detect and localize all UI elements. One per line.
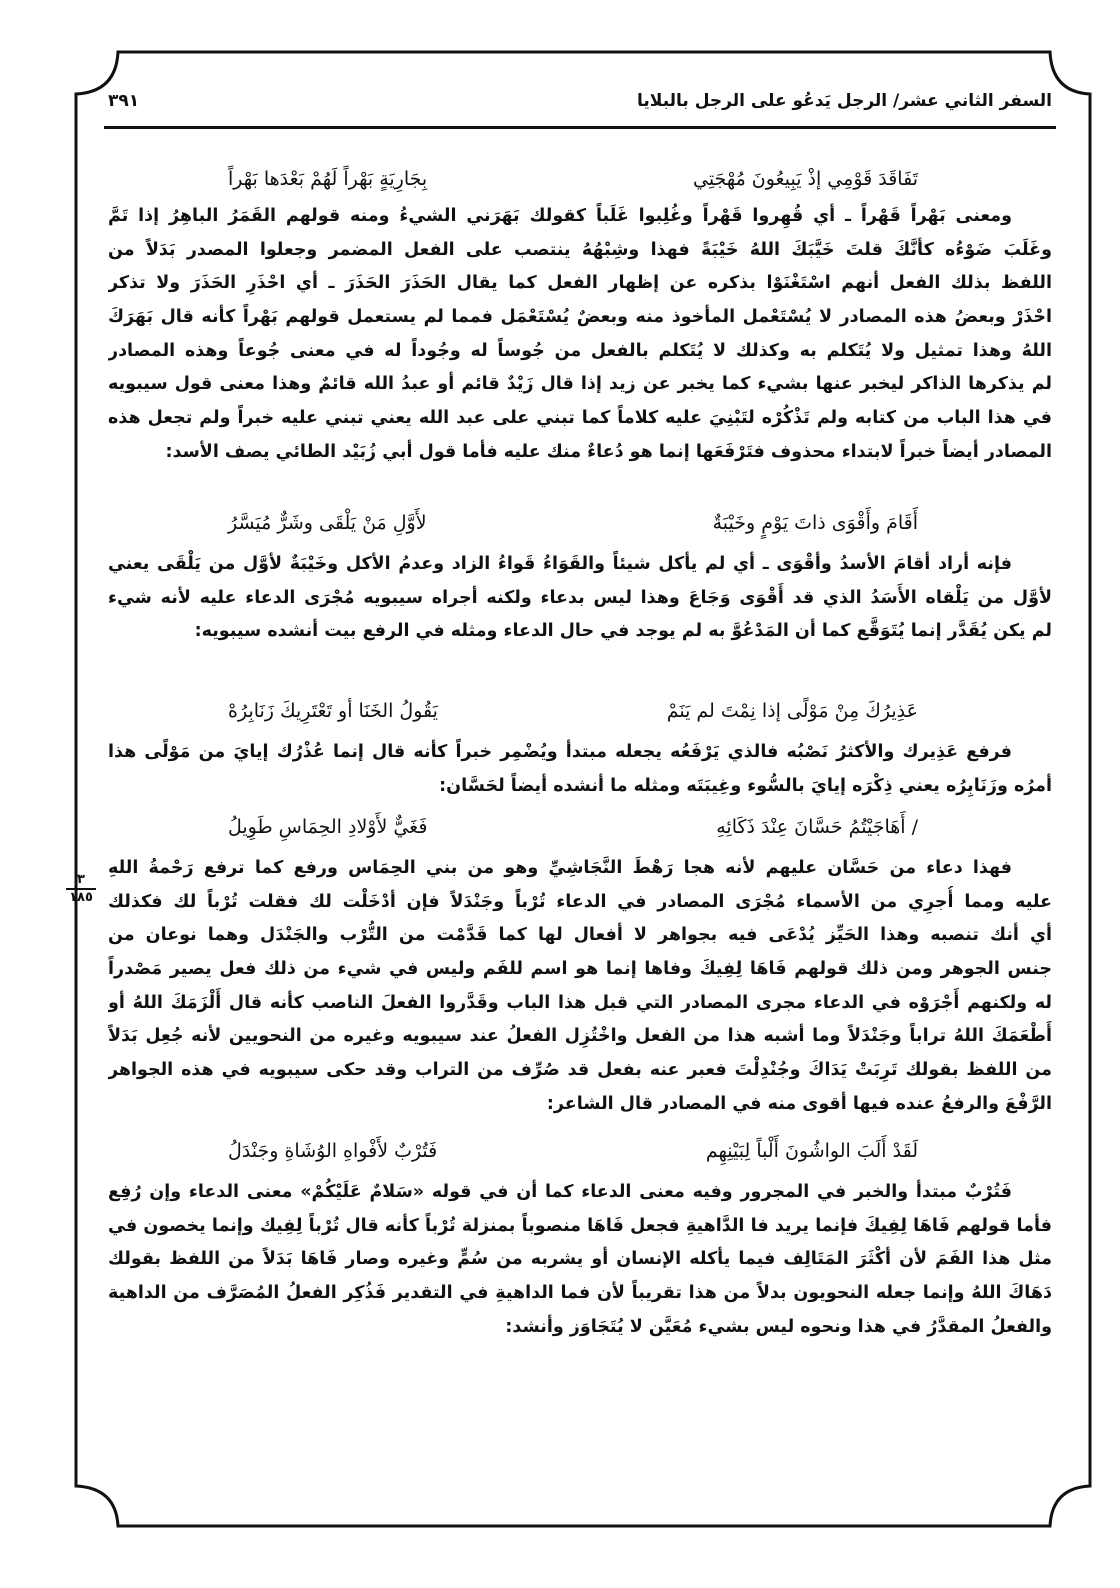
poetry-verse	[228, 694, 918, 728]
text-line: عليه ومما أُجرِي من الأسماء مُجْرَى المصادر في الدعاء تُرْباً وجَنْدَلاً فإن أدْخَلْت لك فقلت تُرْباً لك فكذلك	[108, 891, 1052, 912]
hemistich-second: فَغَيٌّ لأَوْلادِ الحِمَاسِ طَوِيلُ	[228, 816, 428, 838]
paragraph	[108, 548, 1052, 649]
poetry-verse	[228, 810, 918, 844]
text-line: اللهُ وهذا تمثيل ولا يُتَكلم به وكذلك لا يُتَكلم بالفعل من جُوساً له وجُوداً له في معنى جُوعاً وهذه المصادر	[108, 340, 1052, 361]
text-line: فَتُرْبٌ مبتدأ والخبر في المجرور وفيه معنى الدعاء كما أن في قوله «سَلامٌ عَلَيْكُمْ» معنى الدعاء وإن رُفِع	[108, 1182, 1012, 1202]
paragraph	[108, 1176, 1052, 1344]
margin-note-top: ٣	[77, 872, 85, 887]
text-line: والفعلُ المقدَّرُ في هذا ونحوه ليس بشيء مُعَيَّن لا يُتَجَاوَز وأنشد:	[505, 1316, 1052, 1337]
text-line: جنس الجوهر ومن ذلك قولهم فَاهَا لِفِيكَ وفاها إنما هو اسم للفَم وليس في شيء من ذلك فعل يصير مَصْدراً	[108, 959, 1052, 980]
text-line: أي أنك تنصبه وهذا الحَيِّز يُدْعَى فيه بجواهر لا أفعال لها كما قَدَّمْت من التُّرْب والجَنْدَل وهما نوعان من	[108, 925, 1052, 946]
text-line: أَطْعَمَكَ اللهُ تراباً وجَنْدَلاً وما أشبه هذا من الفعل واخْتُزِل الفعلُ عند سيبويه وغيره من النحويين لأنه جُعِل بَدَلاً	[108, 1026, 1052, 1047]
hemistich-second: يَقُولُ الخَنَا أو تَعْتَرِيكَ زَنَابِرُهْ	[228, 700, 438, 722]
hemistich-first: / أَهَاجَيْتُمُ حَسَّانَ عِنْدَ ذَكَائِهِ	[716, 816, 918, 838]
text-line: في هذا الباب من كتابه ولم تَذْكُرْه لتَبْنِيَ عليه كلاماً كما تبني على عبد الله يعني تبني عليه خبراً ولم تجعل هذه	[108, 408, 1052, 429]
margin-note	[66, 873, 96, 905]
text-line: فأما قولهم فَاهَا لِفِيكَ فإنما يريد فا الدَّاهيةِ فجعل فَاهَا منصوباً بمنزلة تُرْباً كأنه قال تُرْباً لِفِيك وإنما يخصون في	[108, 1215, 1052, 1236]
text-line: لم يكن يُقَدَّر إنما يُتَوَقَّع كما أن المَدْعُوَّ به لم يوجد في حال الدعاء ومثله في الرفع بيت أنشده سيبويه:	[194, 621, 1052, 642]
text-line: لم يذكرها الذاكر ليخبر عنها بشيء كما يخبر عن زيد إذا قال زَيْدٌ قائم أو عبدُ الله قائمٌ وهذا معنى قول سيبويه	[108, 374, 1052, 395]
hemistich-first: أَقَامَ وأَقْوَى ذاتَ يَوْمٍ وخَيْبَةٌ	[712, 512, 918, 534]
text-line: لأوَّل من يَلْقاه الأَسَدُ الذي قد أَقْوَى وَجَاعَ وهذا ليس بدعاء ولكنه أجراه سيبويه مُجْرَى الدعاء عليه لأنه شيء	[108, 587, 1052, 608]
text-line: فإنه أراد أقامَ الأسدُ وأقْوَى ـ أي لم يأكل شيئاً والقَوَاءُ قَواءُ الزاد وعدمُ الأكل وخَيْبَةٌ لأوَّل من يَلْقَى يعني	[108, 554, 1012, 574]
paragraph	[108, 736, 1052, 803]
text-line: من اللفظ بقولك تَرِبَتْ يَدَاكَ وجُنْدِلْتَ فعبر عنه بفعل قد صُرِّف من التراب وقد حكى سيبويه في هذه الجواهر	[108, 1060, 1052, 1081]
hemistich-second: لأَوَّلِ مَنْ يَلْقَى وشَرٌّ مُيَسَّرُ	[228, 512, 427, 534]
poetry-verse	[228, 1134, 918, 1168]
page-number: ٣٩١	[108, 91, 140, 111]
header-rule	[104, 126, 1056, 129]
text-line: مثل هذا الفَمَ لأن أكْثَرَ المَتَالِف فيما يأكله الإنسان أو يشربه من سُمٍّ وغيره وصار فَاهَا بَدَلاً من اللفظ بقولك	[108, 1249, 1052, 1270]
text-line: ومعنى بَهْراً قَهْراً ـ أي قُهِروا قَهْراً وغُلِبوا غَلَباً كقولك بَهَرَني الشيءُ ومنه قولهم القَمَرُ الباهِرُ إذا تَمَّ	[108, 206, 1012, 226]
running-title: السفر الثاني عشر/ الرجل يَدعُو على الرجل بالبلايا	[637, 91, 1052, 111]
paragraph	[108, 200, 1052, 470]
hemistich-second: فَتُرْبٌ لأَفْواهِ الوُشَاةِ وجَنْدَلُ	[228, 1140, 438, 1162]
paragraph	[108, 852, 1052, 1122]
text-line: وغَلَبَ ضَوْءُه كأنَّكَ قلتَ خَيَّبَكَ اللهُ خَيْبَةً فهذا وشِبْهُهُ ينتصب على الفعل المضمر وجعلوا المصدر بَدَلاً من	[108, 239, 1052, 260]
running-header	[108, 86, 1052, 116]
hemistich-first: عَذِيرُكَ مِنْ مَوْلًى إذا نِمْتَ لم يَنَمْ	[666, 700, 918, 722]
text-line: له ولكنهم أَجْرَوْه في الدعاء مجرى المصادر التي قبل هذا الباب وقَدَّروا الفعلَ الناصب كأنه قال أَلْزَمَكَ اللهُ أو	[108, 992, 1052, 1013]
poetry-verse	[228, 162, 918, 196]
text-line: الرَّفْعَ والرفعُ عنده فيها أقوى منه في المصادر قال الشاعر:	[546, 1093, 1052, 1114]
hemistich-first: تَفَاقَدَ قَوْمِي إذْ يَبِيعُونَ مُهْجَتِي	[692, 168, 918, 190]
hemistich-second: بِجَارِيَةٍ بَهْراً لَهُمْ بَعْدَها بَهْراً	[228, 168, 428, 190]
text-line: المصادر أيضاً خبراً لابتداء محذوف فتَرْفَعَها إنما هو دُعاءٌ منك عليه فأما قول أبي زُبَيْد الطائي يصف الأسد:	[165, 441, 1052, 462]
text-line: فهذا دعاء من حَسَّان عليهم لأنه هجا رَهْطَ النَّجَاشِيِّ وهو من بني الحِمَاس ورفع كما ترفع رَحْمةُ اللهِ	[108, 858, 1012, 878]
text-line: دَهَاكَ اللهُ وإنما جعله النحويون بدلاً من هذا تقريباً لأن فما الداهيةِ في التقدير فَذُكِر الفعلُ المُصَرَّف من الداهية	[108, 1283, 1052, 1304]
poetry-verse	[228, 506, 918, 540]
text-line: فرفع عَذِيرك والأكثرُ نَصْبُه فالذي يَرْفَعُه يجعله مبتدأ ويُضْمِر خبراً كأنه قال إنما عُذْرُك إيايَ من مَوْلًى هذا	[108, 742, 1012, 762]
hemistich-first: لَقَدْ أَلَبَ الواشُونَ أَلْباً لِبَيْنِهِم	[705, 1140, 918, 1162]
text-line: أمرُه وزَنَابِرُه يعني ذِكْرَه إيايَ بالسُّوء وغِيبَتَه ومثله ما أنشده أيضاً لحَسَّان:	[439, 775, 1052, 796]
text-line: اللفظ بذلك الفعل أنهم اسْتَغْنَوْا بذكره عن إظهار الفعل كما يقال الحَذَرَ الحَذَرَ ـ أي احْذَرِ الحَذَرَ ولا تذكر	[108, 273, 1052, 294]
text-line: احْذَرْ وبعضُ هذه المصادر لا يُسْتَعْمل المأخوذ منه وبعضٌ يُسْتَعْمَل فمما لم يستعمل قولهم بَهْراً كأنه قال بَهَرَكَ	[108, 307, 1052, 328]
margin-note-bottom: ١٨٥	[69, 889, 93, 905]
